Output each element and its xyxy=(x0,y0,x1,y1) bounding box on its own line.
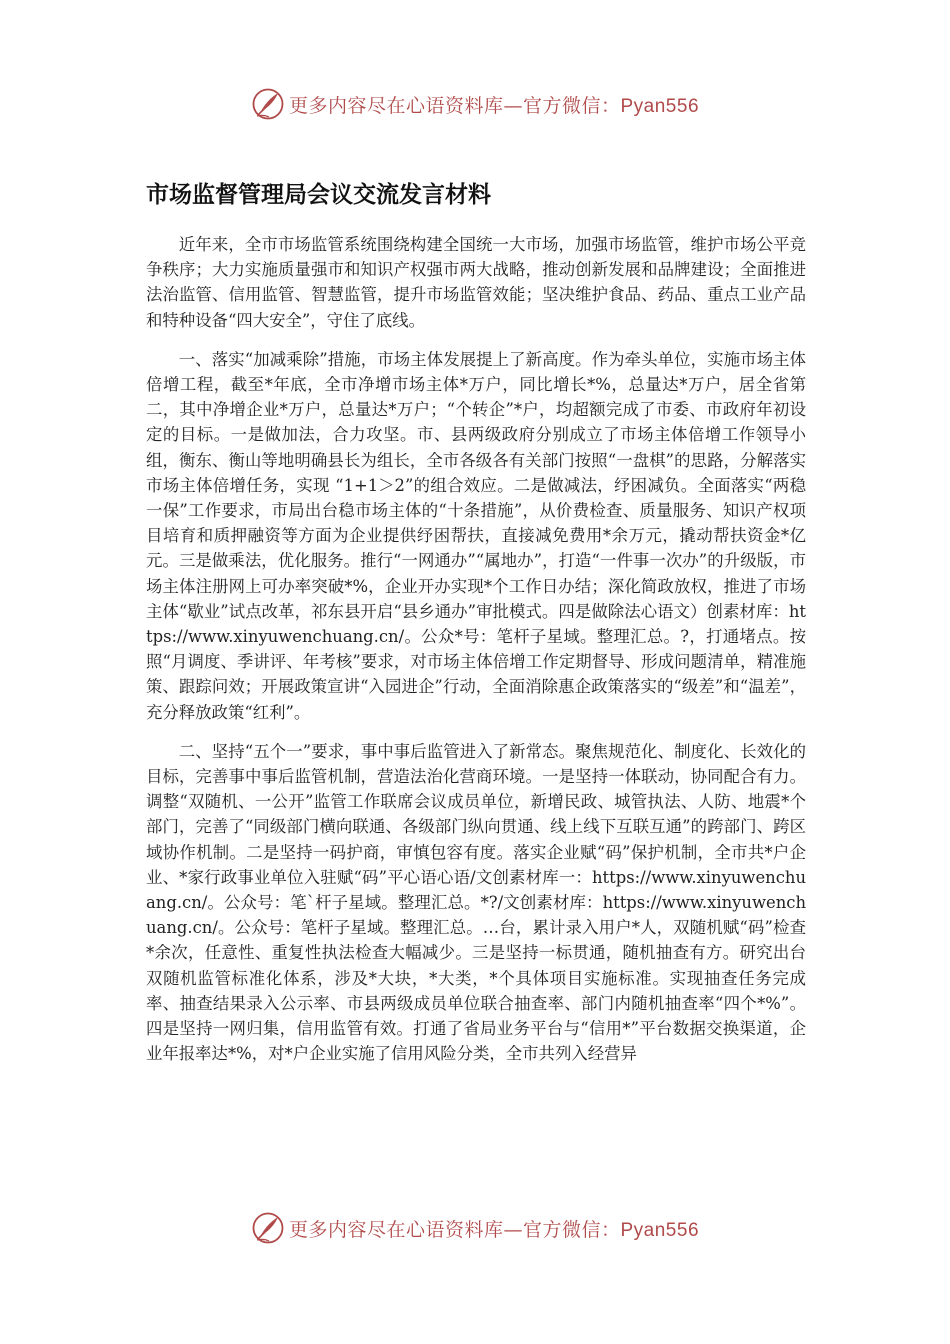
paragraph-intro: 近年来，全市市场监管系统围绕构建全国统一大市场，加强市场监管，维护市场公平竞争秩序；大力实施质量强市和知识产权强市两大战略，推动创新发展和品牌建设；全面推进法治监管、信用监管、智慧监管，提升市场监管效能；坚决维护食品、药品、重点工业产品和特种设备“四大安全”，守住了底线。 xyxy=(146,235,806,330)
quill-pen-logo-icon xyxy=(251,1211,285,1245)
header-banner xyxy=(0,84,950,124)
banner-text-cn: 更多内容尽在心语资料库—官方微信： xyxy=(288,94,621,117)
banner-text-cn: 更多内容尽在心语资料库—官方微信： xyxy=(288,1218,621,1241)
banner-wechat-id: Pyan556 xyxy=(620,95,700,117)
banner-text xyxy=(289,91,699,118)
banner-wechat-id: Pyan556 xyxy=(620,1219,700,1241)
document-title: 市场监督管理局会议交流发言材料 xyxy=(146,182,491,208)
banner-text xyxy=(289,1215,699,1242)
quill-pen-logo-icon xyxy=(251,87,285,121)
paragraph-section-2: 二、坚持“五个一”要求，事中事后监管进入了新常态。聚焦规范化、制度化、长效化的目标，完善事中事后监管机制，营造法治化营商环境。一是坚持一体联动，协同配合有力。调整“双随机、一公开”监管工作联席会议成员单位，新增民政、城管执法、人防、地震*个部门，完善了“同级部门横向联通、各级部门纵向贯通、线上线下互联互通”的跨部门、跨区域协作机制。二是坚持一码护商，审慎包容有度。落实企业赋“码”保护机制，全市共*户企业、*家行政事业单位入驻赋“码”平心语心语/文创素材库一：https://www.xinyuwenchuang.cn/。公众号：笔`杆子星域。整理汇总。*?/文创素材库：https://www.xinyuwenchuang.cn/。公众号：笔杆子星域。整理汇总。…台，累计录入用户*人，双随机赋“码”检查*余次，任意性、重复性执法检查大幅减少。三是坚持一标贯通，随机抽查有方。研究出台双随机监管标准化体系，涉及*大块，*大类，*个具体项目实施标准。实现抽查任务完成率、抽查结果录入公示率、市县两级成员单位联合抽查率、部门内随机抽查率“四个*%”。四是坚持一网归集，信用监管有效。打通了省局业务平台与“信用*”平台数据交换渠道，企业年报率达*%，对*户企业实施了信用风险分类，全市共列入经营异 xyxy=(146,741,806,1064)
document-body xyxy=(146,232,806,1081)
paragraph-section-1: 一、落实“加减乘除”措施，市场主体发展提上了新高度。作为牵头单位，实施市场主体倍增工程，截至*年底，全市净增市场主体*万户，同比增长*%，总量达*万户，居全省第二，其中净增企业*万户，总量达*万户；“个转企”*户，均超额完成了市委、市政府年初设定的目标。一是做加法，合力攻坚。市、县两级政府分别成立了市场主体倍增工作领导小组，衡东、衡山等地明确县长为组长，全市各级各有关部门按照“一盘棋”的思路，分解落实市场主体倍增任务，实现 “1+1＞2”的组合效应。二是做减法，纾困减负。全面落实“两稳一保”工作要求，市局出台稳市场主体的“十条措施”，从价费检查、质量服务、知识产权项目培育和质押融资等方面为企业提供纾困帮扶，直接减免费用*余万元，撬动帮扶资金*亿元。三是做乘法，优化服务。推行“一网通办”“属地办”，打造“一件事一次办”的升级版，市场主体注册网上可办率突破*%，企业开办实现*个工作日办结；深化简政放权，推进了市场主体“歇业”试点改革，祁东县开启“县乡通办”审批模式。四是做除法心语文）创素材库：https://www.xinyuwenchuang.cn/。公众*号：笔杆子星域。整理汇总。?，打通堵点。按照“月调度、季讲评、年考核”要求，对市场主体倍增工作定期督导、形成问题清单，精准施策、跟踪问效；开展政策宣讲“入园进企”行动，全面消除惠企政策落实的“级差”和“温差”，充分释放政策“红利”。 xyxy=(146,349,806,722)
footer-banner xyxy=(0,1208,950,1248)
